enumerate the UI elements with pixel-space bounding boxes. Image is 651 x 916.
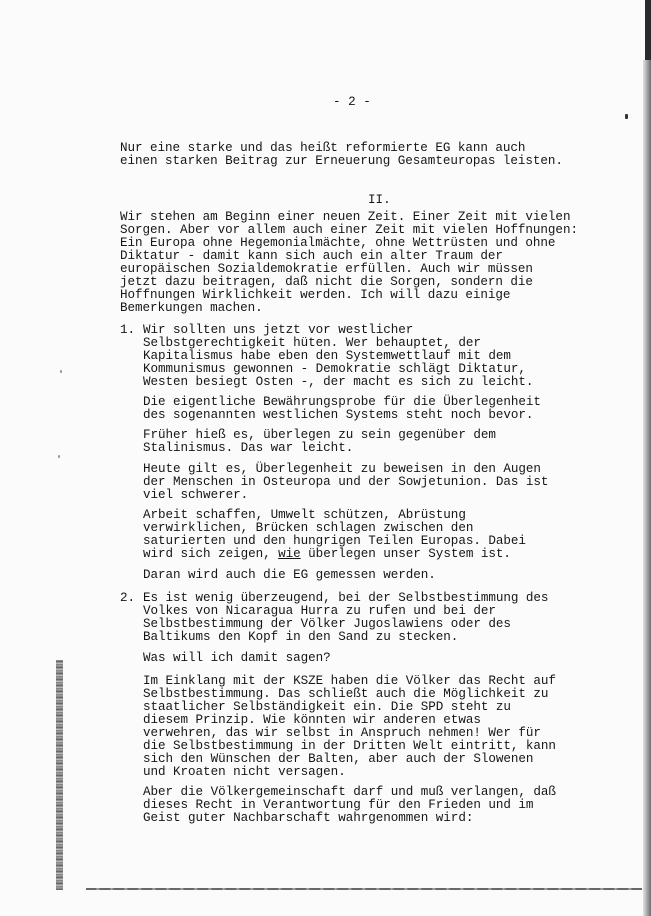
- text-line: der Menschen in Osteuropa und der Sowjetunion. Das ist: [143, 475, 549, 489]
- text-line: verwirklichen, Brücken schlagen zwischen den: [143, 521, 474, 535]
- text-line: Wir stehen am Beginn einer neuen Zeit. Einer Zeit mit vielen: [120, 210, 571, 224]
- text-line: jetzt dazu beitragen, daß nicht die Sorgen, sondern die: [120, 275, 533, 289]
- text-line: staatlicher Selbständigkeit ein. Die SPD steht zu: [143, 700, 511, 714]
- text-run: überlegen unser System ist.: [300, 547, 511, 561]
- text-line: Selbstbestimmung. Das schließt auch die Möglichkeit zu: [143, 687, 549, 701]
- text-line: Bemerkungen machen.: [120, 301, 263, 315]
- intro-line: einen starken Beitrag zur Erneuerung Gesamteuropas leisten.: [120, 154, 563, 168]
- scan-speck: [58, 455, 60, 458]
- text-line: Aber die Völkergemeinschaft darf und muß verlangen, daß: [143, 785, 556, 799]
- text-line: Daran wird auch die EG gemessen werden.: [143, 568, 436, 582]
- text-line: und Kroaten nicht versagen.: [143, 765, 346, 779]
- text-line: sich den Wünschen der Balten, aber auch der Slowenen: [143, 752, 534, 766]
- text-line: Im Einklang mit der KSZE haben die Völker das Recht auf: [143, 674, 556, 688]
- list-number: 1.: [120, 323, 136, 337]
- text-line: Früher hieß es, überlegen zu sein gegenüber dem: [143, 428, 496, 442]
- scan-noise: [56, 660, 63, 890]
- text-line: viel schwerer.: [143, 488, 249, 502]
- scan-edge: [645, 0, 651, 60]
- text-line: Volkes von Nicaragua Hurra zu rufen und bei der: [143, 604, 496, 618]
- page-number: - 2 -: [333, 95, 371, 109]
- list-number: 2.: [120, 591, 136, 605]
- text-line: des sogenannten westlichen Systems steht noch bevor.: [143, 408, 534, 422]
- text-line: Stalinismus. Das war leicht.: [143, 441, 354, 455]
- text-line: dieses Recht in Verantwortung für den Frieden und im: [143, 798, 534, 812]
- text-line: Sorgen. Aber vor allem auch einer Zeit mit vielen Hoffnungen:: [120, 223, 578, 237]
- text-line: Ein Europa ohne Hegemonialmächte, ohne Wettrüsten und ohne: [120, 236, 556, 250]
- text-line: verwehren, das wir selbst in Anspruch nehmen! Wer für: [143, 726, 541, 740]
- text-line: Selbstgerechtigkeit hüten. Wer behauptet, der: [143, 336, 481, 350]
- text-line: Baltikums den Kopf in den Sand zu stecken.: [143, 630, 459, 644]
- text-line: diesem Prinzip. Wie könnten wir anderen etwas: [143, 713, 481, 727]
- scan-edge-shadow: [643, 60, 651, 916]
- text-line: die Selbstbestimmung in der Dritten Welt eintritt, kann: [143, 739, 556, 753]
- text-line: Selbstbestimmung der Völker Jugoslawiens oder des: [143, 617, 511, 631]
- text-line: saturierten und den hungrigen Teilen Europas. Dabei: [143, 534, 526, 548]
- text-line: Diktatur - damit kann sich auch ein alter Traum der: [120, 249, 503, 263]
- text-run: wird sich zeigen,: [143, 547, 279, 561]
- text-line: europäischen Sozialdemokratie erfüllen. Auch wir müssen: [120, 262, 533, 276]
- text-line: Kapitalismus habe eben den Systemwettlauf mit dem: [143, 349, 511, 363]
- text-line: Arbeit schaffen, Umwelt schützen, Abrüstung: [143, 508, 466, 522]
- text-line: Hoffnungen Wirklichkeit werden. Ich will dazu einige: [120, 288, 511, 302]
- section-heading: II.: [368, 193, 391, 207]
- underlined-word: wie: [278, 547, 301, 561]
- scan-bottom-line: [86, 888, 642, 890]
- scan-speck: [625, 114, 628, 119]
- text-line: Die eigentliche Bewährungsprobe für die Überlegenheit: [143, 395, 541, 409]
- text-line: [143, 548, 511, 561]
- text-line: Was will ich damit sagen?: [143, 651, 331, 665]
- text-line: Wir sollten uns jetzt vor westlicher: [143, 323, 414, 337]
- text-line: Kommunismus gewonnen - Demokratie schlägt Diktatur,: [143, 362, 526, 376]
- text-line: Geist guter Nachbarschaft wahrgenommen wird:: [143, 811, 474, 825]
- text-line: Westen besiegt Osten -, der macht es sich zu leicht.: [143, 375, 534, 389]
- intro-line: Nur eine starke und das heißt reformierte EG kann auch: [120, 141, 526, 155]
- text-line: Es ist wenig überzeugend, bei der Selbstbestimmung des: [143, 591, 549, 605]
- text-line: Heute gilt es, Überlegenheit zu beweisen in den Augen: [143, 462, 541, 476]
- scan-speck: [60, 370, 62, 373]
